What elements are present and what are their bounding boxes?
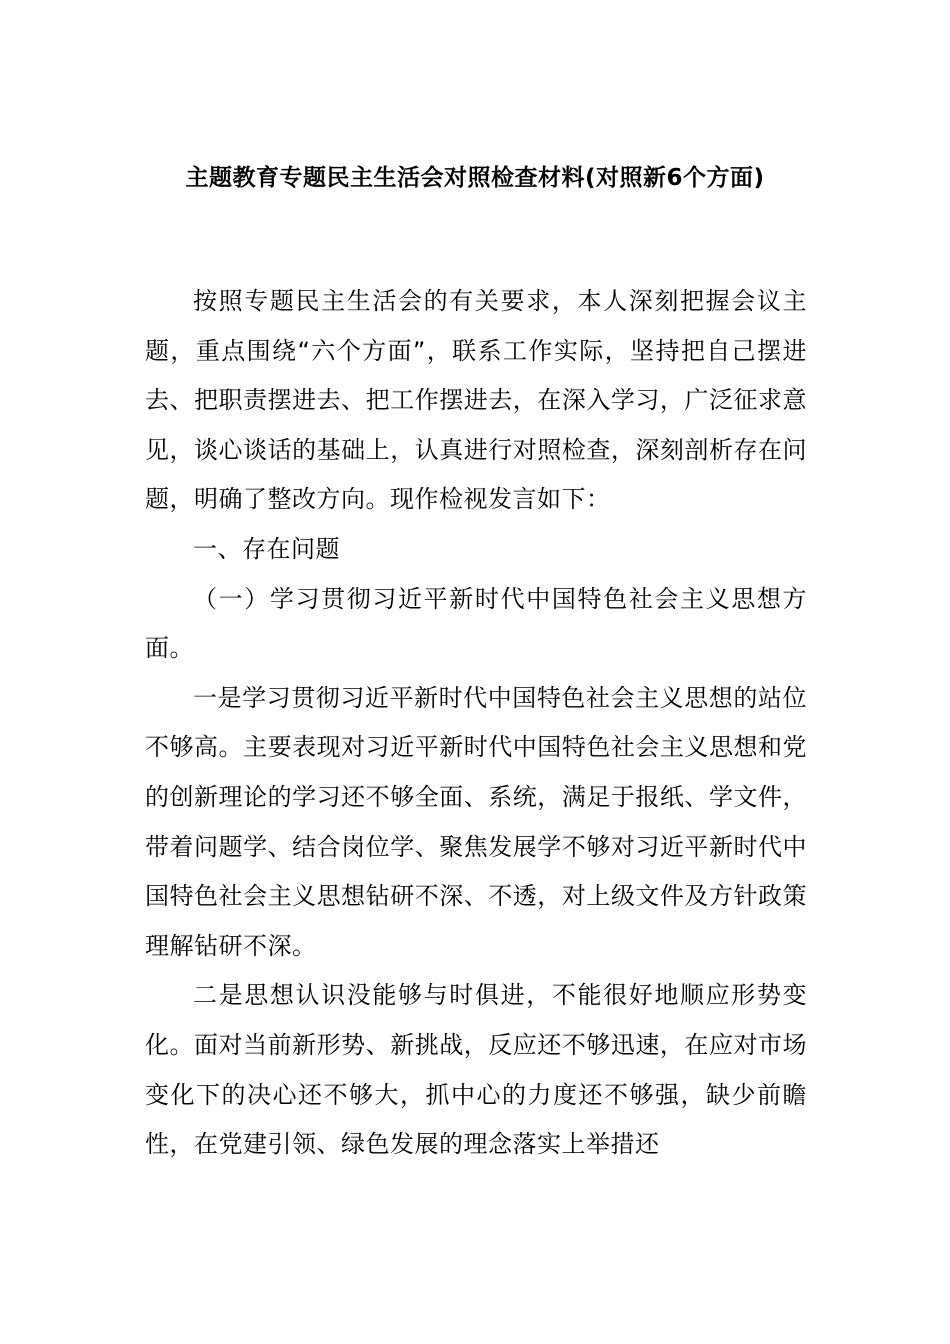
body-paragraph: 一是学习贯彻习近平新时代中国特色社会主义思想的站位不够高。主要表现对习近平新时代中国特色社会主义思想和党的创新理论的学习还不够全面、系统，满足于报纸、学文件，带着问题学、结合岗位学、聚焦发展学不够对习近平新时代中国特色社会主义思想钻研不深、不透，对上级文件及方针政策理解钻研不深。 bbox=[145, 683, 807, 960]
intro-paragraph: 按照专题民主生活会的有关要求，本人深刻把握会议主题，重点围绕“六个方面”，联系工作实际，坚持把自己摆进去、把职责摆进去、把工作摆进去，在深入学习，广泛征求意见，谈心谈话的基础上，认真进行对照检查，深刻剖析存在问题，明确了整改方向。现作检视发言如下： bbox=[145, 287, 807, 514]
section-heading: 一、存在问题 bbox=[193, 534, 340, 563]
subsection-heading: （一）学习贯彻习近平新时代中国特色社会主义思想方面。 bbox=[145, 584, 807, 663]
document-body bbox=[145, 277, 807, 1170]
body-paragraph: 二是思想认识没能够与时俱进，不能很好地顺应形势变化。面对当前新形势、新挑战，反应还不够迅速，在应对市场变化下的决心还不够大，抓中心的力度还不够强，缺少前瞻性，在党建引领、绿色发展的理念落实上举措还 bbox=[145, 981, 807, 1159]
document-title: 主题教育专题民主生活会对照检查材料(对照新6个方面) bbox=[185, 165, 765, 191]
